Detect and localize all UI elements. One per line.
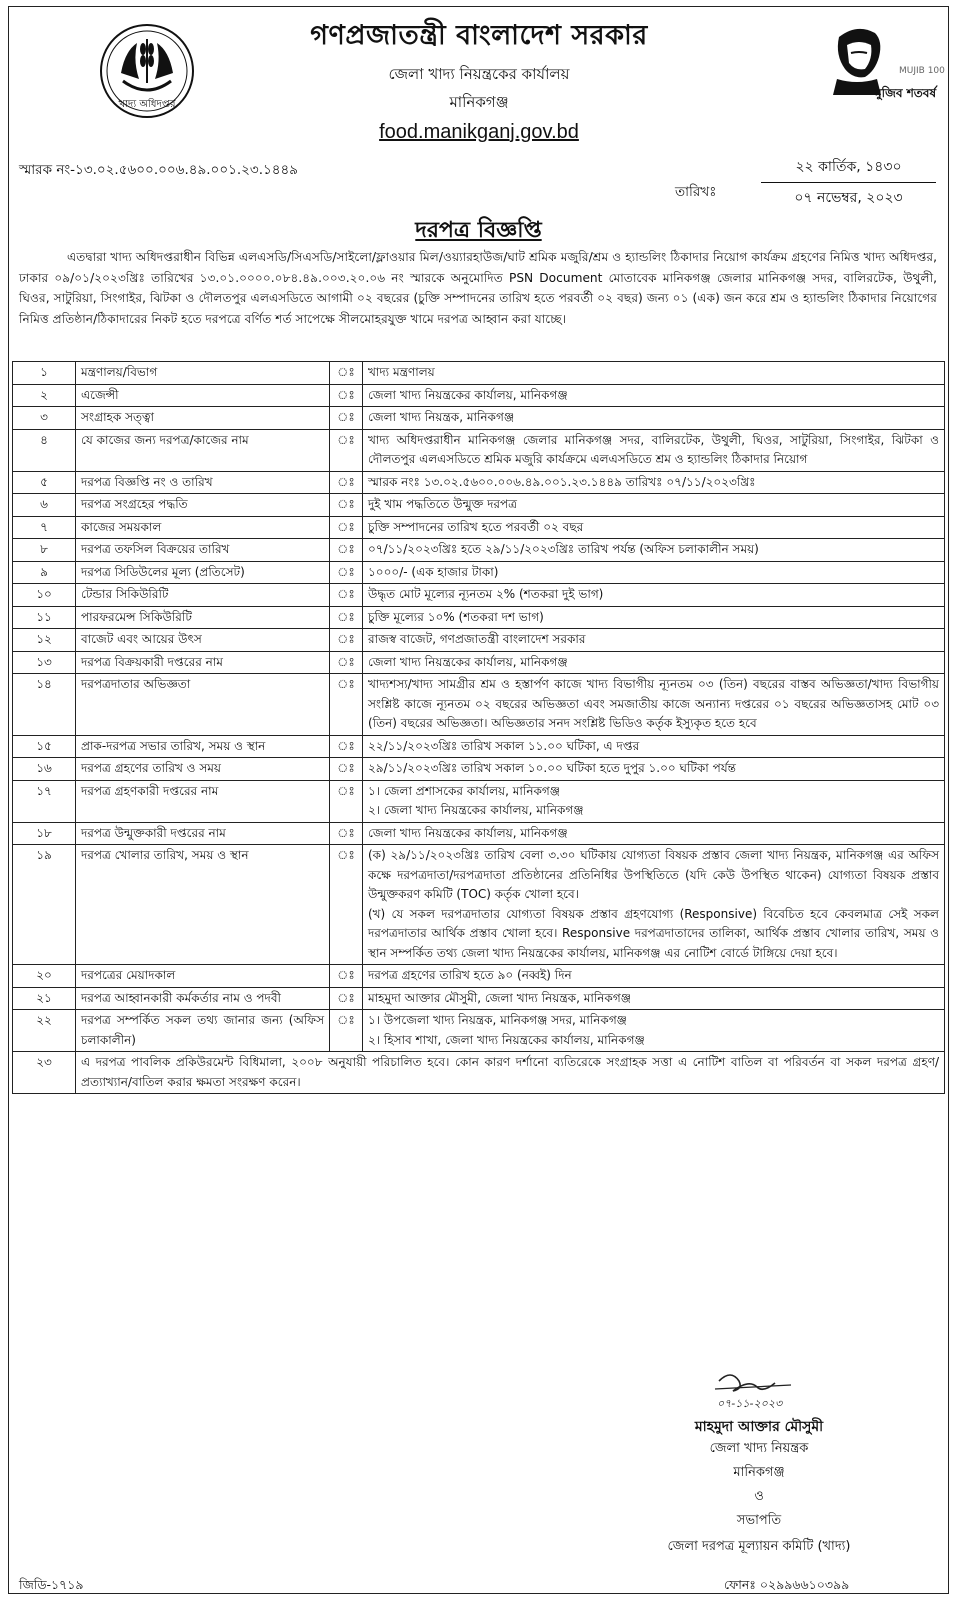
table-row [13,629,945,652]
row-colon: ঃ [330,561,363,584]
signatory-name: মাহমুদা আক্তার মৌসুমী [694,1419,824,1435]
row-value: রাজস্ব বাজেট, গণপ্রজাতন্ত্রী বাংলাদেশ সরকার [363,629,945,652]
row-serial: ৪ [13,429,76,471]
signatory-designation: জেলা খাদ্য নিয়ন্ত্রক [709,1441,809,1456]
district-name: মানিকগঞ্জ [449,93,509,111]
row-value-line: ২। জেলা খাদ্য নিয়ন্ত্রকের কার্যালয়, মানিকগঞ্জ [368,803,584,817]
table-row [13,471,945,494]
row-serial: ১৬ [13,758,76,781]
row-colon: ঃ [330,539,363,562]
row-serial: ১০ [13,584,76,607]
mujib-100-logo [827,23,945,109]
table-row [13,384,945,407]
row-serial: ৯ [13,561,76,584]
row-colon: ঃ [330,987,363,1010]
svg-text:খাদ্য অধিদপ্তর: খাদ্য অধিদপ্তর [118,99,176,110]
row-item: দরপত্র আহ্বানকারী কর্মকর্তার নাম ও পদবী [76,987,330,1010]
row-serial: ২১ [13,987,76,1010]
row-colon: ঃ [330,780,363,822]
row-item: দরপত্র উন্মুক্তকারী দপ্তরের নাম [76,822,330,845]
row-value: জেলা খাদ্য নিয়ন্ত্রকের কার্যালয়, মানিকগঞ্জ [363,651,945,674]
row-value: উদ্ধৃত মোট মূল্যের ন্যূনতম ২% (শতকরা দুই ভাগ) [363,584,945,607]
date-block [761,155,936,210]
row-item: দরপত্র বিজ্ঞপ্তি নং ও তারিখ [76,471,330,494]
row-value-line: (ক) ২৯/১১/২০২৩খ্রিঃ তারিখ বেলা ৩.৩০ ঘটিকায় যোগ্যতা বিষয়ক প্রস্তাব জেলা খাদ্য নিয়ন্ত্রক, মানিকগঞ্জ এর অফিস কক্ষে দরপত্রদাতা/দরপত্রদাতা প্রতিষ্ঠানের প্রতিনিধির উপস্থিতিতে (যদি কেউ উপস্থিত থাকেন) যোগ্যতা বিষয়ক প্রস্তাব উন্মুক্তকরণ কমিটি (TOC) কর্তৃক খোলা হবে। [368,848,939,901]
row-item: দরপত্রের মেয়াদকাল [76,965,330,988]
row-value: ০৭/১১/২০২৩খ্রিঃ হতে ২৯/১১/২০২৩খ্রিঃ তারিখ পর্যন্ত (অফিস চলাকালীন সময়) [363,539,945,562]
table-row [13,429,945,471]
row-serial: ৮ [13,539,76,562]
row-value [363,1010,945,1052]
row-value-line: (খ) যে সকল দরপত্রদাতার যোগ্যতা বিষয়ক প্রস্তাব গ্রহণযোগ্য (Responsive) বিবেচিত হবে কেবলমাত্র সেই সকল দরপত্রদাতার আর্থিক প্রস্তাব খোলা হবে। Responsive দরপত্রদাতাদের তালিকা, আর্থিক প্রস্তাব খোলার তারিখ, সময় ও স্থান সম্পর্কিত তথ্য জেলা খাদ্য নিয়ন্ত্রকের কার্যালয়, মানিকগঞ্জ এর নোটিশ বোর্ডে টাঙ্গিয়ে দেয়া হবে। [368,906,939,960]
row-serial: ১৯ [13,845,76,965]
row-serial: ৬ [13,494,76,517]
row-colon: ঃ [330,651,363,674]
row-value: চুক্তি মূল্যের ১০% (শতকরা দশ ভাগ) [363,606,945,629]
row-item: দরপত্র সম্পর্কিত সকল তথ্য জানার জন্য (অফিস চলাকালীন) [76,1010,330,1052]
row-item: কাজের সময়কাল [76,516,330,539]
row-serial: ২৩ [13,1052,76,1094]
row-colon: ঃ [330,471,363,494]
tender-details-table [12,361,945,1094]
row-value: জেলা খাদ্য নিয়ন্ত্রকের কার্যালয়, মানিকগঞ্জ [363,384,945,407]
row-serial: ১৮ [13,822,76,845]
memo-number: স্মারক নং-১৩.০২.৫৬০০.০০৬.৪৯.০০১.২৩.১৪৪৯ [19,162,299,178]
table-row [13,987,945,1010]
row-colon: ঃ [330,362,363,385]
row-value: খাদ্যশস্য/খাদ্য সামগ্রীর শ্রম ও হস্তার্পণ কাজে খাদ্য বিভাগীয় ন্যূনতম ০৩ (তিন) বছরের বাস্তব অভিজ্ঞতা/খাদ্য বিভাগীয় সংশ্লিষ্ট কাজে ন্যূনতম ০২ বছরের অভিজ্ঞতা এবং সমজাতীয় কাজে অন্যান্য দপ্তরের ০১ বছরের অভিজ্ঞতাসহ মোট ০৩ (তিন) বছরের অভিজ্ঞতা। অভিজ্ঞতার সনদ সংশ্লিষ্ট ভিডিও কর্তৃক ইস্যুকৃত হতে হবে [363,674,945,736]
gd-number: জিডি-১৭১৯ [19,1577,84,1592]
row-colon: ঃ [330,606,363,629]
table-row [13,735,945,758]
notice-title: দরপত্র বিজ্ঞপ্তি [415,218,542,243]
row-item: প্রাক-দরপত্র সভার তারিখ, সময় ও স্থান [76,735,330,758]
row-item: দরপত্র বিক্রয়কারী দপ্তরের নাম [76,651,330,674]
table-row [13,758,945,781]
date-label: তারিখঃ [675,184,717,200]
table-row [13,516,945,539]
row-colon: ঃ [330,674,363,736]
food-department-logo [99,21,195,121]
table-row-final [13,1052,945,1094]
row-colon: ঃ [330,845,363,965]
row-value: স্মারক নংঃ ১৩.০২.৫৬০০.০০৬.৪৯.০০১.২৩.১৪৪৯ তারিখঃ ০৭/১১/২০২৩খ্রিঃ [363,471,945,494]
letterhead [9,7,948,155]
table-row [13,584,945,607]
row-item: দরপত্রদাতার অভিজ্ঞতা [76,674,330,736]
tender-notice-page [8,6,949,1594]
row-colon: ঃ [330,965,363,988]
row-colon: ঃ [330,407,363,430]
row-serial: ১ [13,362,76,385]
handwritten-signature [679,1367,839,1415]
row-value: খাদ্য অধিদপ্তরাধীন মানিকগঞ্জ জেলার মানিকগঞ্জ সদর, বালিরটেক, উথুলী, ঘিওর, সাটুরিয়া, সিংগাইর, ঝিটকা ও দৌলতপুর এলএসডিতে শ্রমিক মজুরি কার্যক্রমে এলএসডিতে শ্রম ও হ্যান্ডলিং ঠিকাদার নিয়োগ [363,429,945,471]
row-value: খাদ্য মন্ত্রণালয় [363,362,945,385]
table-row [13,561,945,584]
row-colon: ঃ [330,735,363,758]
row-value [363,845,945,965]
row-serial: ১১ [13,606,76,629]
row-value: জেলা খাদ্য নিয়ন্ত্রকের কার্যালয়, মানিকগঞ্জ [363,822,945,845]
row-item: বাজেট এবং আয়ের উৎস [76,629,330,652]
table-row [13,494,945,517]
row-colon: ঃ [330,516,363,539]
row-value [363,780,945,822]
office-name: জেলা খাদ্য নিয়ন্ত্রকের কার্যালয় [388,65,570,83]
table-row [13,539,945,562]
row-value: ২৯/১১/২০২৩খ্রিঃ তারিখ সকাল ১০.০০ ঘটিকা হতে দুপুর ১.০০ ঘটিকা পর্যন্ত [363,758,945,781]
signatory-committee: জেলা দরপত্র মূল্যায়ন কমিটি (খাদ্য) [667,1539,851,1554]
row-item: দরপত্র সংগ্রহের পদ্ধতি [76,494,330,517]
row-colon: ঃ [330,629,363,652]
row-item: এজেন্সী [76,384,330,407]
row-value: ২২/১১/২০২৩খ্রিঃ তারিখ সকাল ১১.০০ ঘটিকা, এ দপ্তর [363,735,945,758]
row-serial: ২২ [13,1010,76,1052]
signatory-and: ও [754,1489,764,1504]
row-item: সংগ্রাহক সত্ত্বা [76,407,330,430]
row-item: দরপত্র খোলার তারিখ, সময় ও স্থান [76,845,330,965]
row-final-text: এ দরপত্র পাবলিক প্রকিউরমেন্ট বিধিমালা, ২০০৮ অনুযায়ী পরিচালিত হবে। কোন কারণ দর্শানো ব্যতিরেকে সংগ্রাহক সত্তা এ নোটিশ বাতিল বা পরিবর্তন বা সকল দরপত্র গ্রহণ/প্রত্যাখ্যান/বাতিল করার ক্ষমতা সংরক্ষণ করেন। [76,1052,945,1094]
row-colon: ঃ [330,584,363,607]
svg-text:MUJIB 100: MUJIB 100 [899,66,945,76]
row-value: মাহমুদা আক্তার মৌসুমী, জেলা খাদ্য নিয়ন্ত্রক, মানিকগঞ্জ [363,987,945,1010]
row-colon: ঃ [330,822,363,845]
svg-text:০৭-১১-২০২৩: ০৭-১১-২০২৩ [717,1397,783,1410]
row-item: পারফরমেন্স সিকিউরিটি [76,606,330,629]
row-serial: ২০ [13,965,76,988]
row-serial: ১৭ [13,780,76,822]
row-value-line: ১। উপজেলা খাদ্য নিয়ন্ত্রক, মানিকগঞ্জ সদর, মানিকগঞ্জ [368,1013,627,1027]
table-row [13,407,945,430]
table-row [13,1010,945,1052]
table-row [13,651,945,674]
phone-number: ফোনঃ ০২৯৯৬৬১০৩৯৯ [724,1577,850,1592]
row-item: টেন্ডার সিকিউরিটি [76,584,330,607]
row-serial: ১৩ [13,651,76,674]
row-item: মন্ত্রণালয়/বিভাগ [76,362,330,385]
row-value: দুই খাম পদ্ধতিতে উন্মুক্ত দরপত্র [363,494,945,517]
intro-paragraph: এতদ্বারা খাদ্য অধিদপ্তরাধীন বিভিন্ন এলএসডি/সিএসডি/সাইলো/ফ্লাওয়ার মিল/ওয়্যারহাউজ/ঘাট শ্রমিক মজুরি/শ্রম ও হ্যান্ডলিং ঠিকাদার নিয়োগ কার্যক্রম গ্রহণের নিমিত্ত খাদ্য অধিদপ্তর, ঢাকার ০৯/০১/২০২৩খ্রিঃ তারিখের ১৩.০১.০০০০.০৮৪.৪৯.০০৩.২০.০৬ নং স্মারকে অনুমোদিত PSN Document মোতাবেক মানিকগঞ্জ জেলার মানিকগঞ্জ সদর, বালিরটেক, উথুলী, ঘিওর, সাটুরিয়া, সিংগাইর, ঝিটকা ও দৌলতপুর এলএসডিতে আগামী ০২ বছরের (চুক্তি সম্পাদনের তারিখ হতে পরবর্তী ০২ বছর) জন্য ০১ (এক) জন করে শ্রম ও হ্যান্ডলিং ঠিকাদার নিয়োগের নিমিত্ত প্রতিষ্ঠান/ঠিকাদারের নিকট হতে দরপত্রে বর্ণিত শর্ত সাপেক্ষে সীলমোহরযুক্ত খামে দরপত্র আহ্বান করা যাচ্ছে। [19,250,937,326]
row-serial: ১২ [13,629,76,652]
table-row [13,780,945,822]
row-value: ১০০০/- (এক হাজার টাকা) [363,561,945,584]
row-colon: ঃ [330,758,363,781]
row-serial: ৩ [13,407,76,430]
date-english: ০৭ নভেম্বর, ২০২৩ [794,190,903,206]
signatory-role: সভাপতি [736,1513,782,1528]
signatory-district: মানিকগঞ্জ [733,1465,785,1480]
table-row [13,965,945,988]
date-bangla: ২২ কার্তিক, ১৪৩০ [761,155,936,183]
row-item: দরপত্র তফসিল বিক্রয়ের তারিখ [76,539,330,562]
row-serial: ৭ [13,516,76,539]
row-value: দরপত্র গ্রহণের তারিখ হতে ৯০ (নব্বই) দিন [363,965,945,988]
row-colon: ঃ [330,384,363,407]
row-item: দরপত্র গ্রহণকারী দপ্তরের নাম [76,780,330,822]
table-row [13,606,945,629]
website-link[interactable]: food.manikganj.gov.bd [379,121,579,143]
row-colon: ঃ [330,494,363,517]
table-row [13,845,945,965]
row-value-line: ১। জেলা প্রশাসকের কার্যালয়, মানিকগঞ্জ [368,783,560,798]
row-value: চুক্তি সম্পাদনের তারিখ হতে পরবর্তী ০২ বছর [363,516,945,539]
row-serial: ১৫ [13,735,76,758]
row-item: দরপত্র গ্রহণের তারিখ ও সময় [76,758,330,781]
government-title: গণপ্রজাতন্ত্রী বাংলাদেশ সরকার [310,20,648,51]
row-colon: ঃ [330,429,363,471]
table-row [13,362,945,385]
row-value-line: ২। হিসাব শাখা, জেলা খাদ্য নিয়ন্ত্রকের কার্যালয়, মানিকগঞ্জ [368,1032,645,1047]
row-serial: ২ [13,384,76,407]
row-serial: ৫ [13,471,76,494]
row-value: জেলা খাদ্য নিয়ন্ত্রক, মানিকগঞ্জ [363,407,945,430]
row-item: দরপত্র সিডিউলের মূল্য (প্রতিসেট) [76,561,330,584]
row-serial: ১৪ [13,674,76,736]
row-colon: ঃ [330,1010,363,1052]
table-row [13,674,945,736]
row-item: যে কাজের জন্য দরপত্র/কাজের নাম [76,429,330,471]
table-row [13,822,945,845]
svg-text:মুজিব শতবর্ষ: মুজিব শতবর্ষ [875,86,937,100]
